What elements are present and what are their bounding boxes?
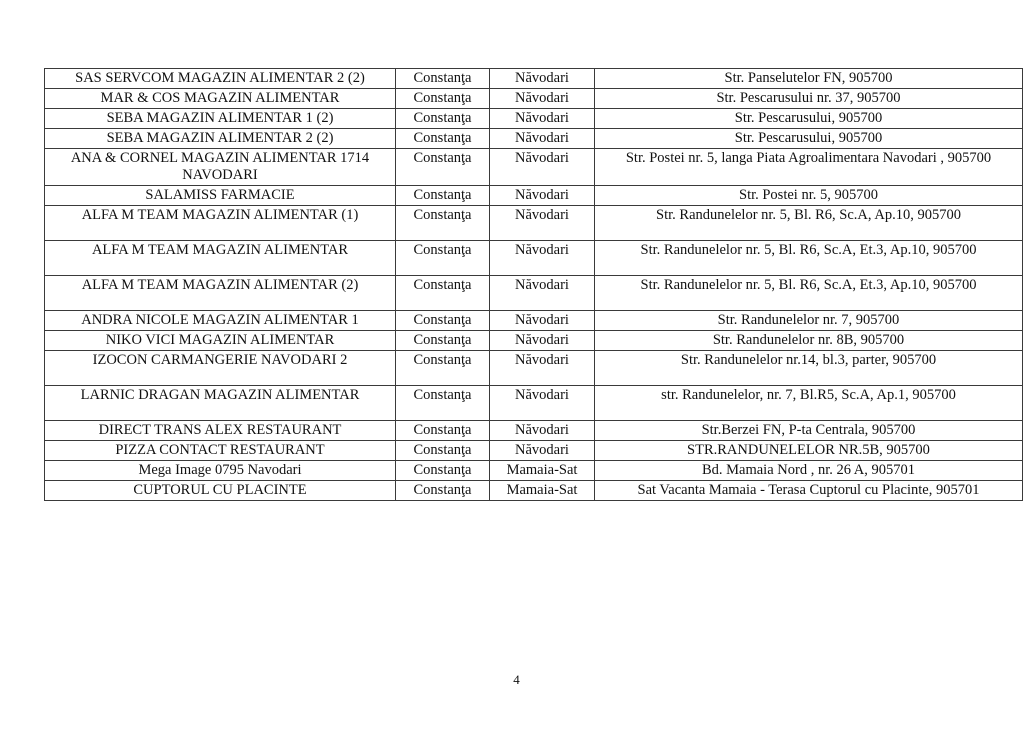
city-cell: Năvodari bbox=[490, 206, 595, 241]
county-cell: Constanţa bbox=[396, 149, 490, 186]
county-cell: Constanţa bbox=[396, 186, 490, 206]
address-cell: Str. Randunelelor nr. 5, Bl. R6, Sc.A, Et.3, Ap.10, 905700 bbox=[595, 276, 1023, 311]
city-cell: Năvodari bbox=[490, 149, 595, 186]
address-cell: Str. Randunelelor nr. 5, Bl. R6, Sc.A, Et.3, Ap.10, 905700 bbox=[595, 241, 1023, 276]
address-cell: Str. Postei nr. 5, langa Piata Agroalimentara Navodari , 905700 bbox=[595, 149, 1023, 186]
city-cell: Mamaia-Sat bbox=[490, 461, 595, 481]
table-row bbox=[45, 481, 1023, 501]
county-cell: Constanţa bbox=[396, 311, 490, 331]
city-cell: Năvodari bbox=[490, 311, 595, 331]
store-name-cell: NIKO VICI MAGAZIN ALIMENTAR bbox=[45, 331, 396, 351]
county-cell: Constanţa bbox=[396, 109, 490, 129]
table-row bbox=[45, 149, 1023, 186]
store-name-cell: MAR & COS MAGAZIN ALIMENTAR bbox=[45, 89, 396, 109]
store-name-cell: CUPTORUL CU PLACINTE bbox=[45, 481, 396, 501]
page-number: 4 bbox=[513, 672, 520, 687]
store-name-cell: LARNIC DRAGAN MAGAZIN ALIMENTAR bbox=[45, 386, 396, 421]
city-cell: Năvodari bbox=[490, 351, 595, 386]
store-name-cell: IZOCON CARMANGERIE NAVODARI 2 bbox=[45, 351, 396, 386]
address-cell: Str. Pescarusului nr. 37, 905700 bbox=[595, 89, 1023, 109]
table-row bbox=[45, 311, 1023, 331]
county-cell: Constanţa bbox=[396, 386, 490, 421]
store-name-cell: DIRECT TRANS ALEX RESTAURANT bbox=[45, 421, 396, 441]
table-row bbox=[45, 351, 1023, 386]
table-row bbox=[45, 276, 1023, 311]
store-name-cell: SAS SERVCOM MAGAZIN ALIMENTAR 2 (2) bbox=[45, 69, 396, 89]
address-cell: Sat Vacanta Mamaia - Terasa Cuptorul cu Placinte, 905701 bbox=[595, 481, 1023, 501]
county-cell: Constanţa bbox=[396, 351, 490, 386]
county-cell: Constanţa bbox=[396, 276, 490, 311]
city-cell: Năvodari bbox=[490, 386, 595, 421]
city-cell: Năvodari bbox=[490, 241, 595, 276]
table-row bbox=[45, 109, 1023, 129]
city-cell: Năvodari bbox=[490, 421, 595, 441]
address-cell: Str.Berzei FN, P-ta Centrala, 905700 bbox=[595, 421, 1023, 441]
county-cell: Constanţa bbox=[396, 89, 490, 109]
table-row bbox=[45, 69, 1023, 89]
store-name-cell: SALAMISS FARMACIE bbox=[45, 186, 396, 206]
city-cell: Mamaia-Sat bbox=[490, 481, 595, 501]
store-name-cell: ALFA M TEAM MAGAZIN ALIMENTAR bbox=[45, 241, 396, 276]
table-row bbox=[45, 206, 1023, 241]
county-cell: Constanţa bbox=[396, 129, 490, 149]
county-cell: Constanţa bbox=[396, 421, 490, 441]
county-cell: Constanţa bbox=[396, 331, 490, 351]
address-cell: Str. Panselutelor FN, 905700 bbox=[595, 69, 1023, 89]
city-cell: Năvodari bbox=[490, 89, 595, 109]
city-cell: Năvodari bbox=[490, 441, 595, 461]
county-cell: Constanţa bbox=[396, 69, 490, 89]
table-row bbox=[45, 386, 1023, 421]
county-cell: Constanţa bbox=[396, 441, 490, 461]
table-row bbox=[45, 89, 1023, 109]
address-cell: Bd. Mamaia Nord , nr. 26 A, 905701 bbox=[595, 461, 1023, 481]
address-cell: Str. Randunelelor nr.14, bl.3, parter, 905700 bbox=[595, 351, 1023, 386]
city-cell: Năvodari bbox=[490, 276, 595, 311]
city-cell: Năvodari bbox=[490, 69, 595, 89]
address-cell: Str. Pescarusului, 905700 bbox=[595, 129, 1023, 149]
city-cell: Năvodari bbox=[490, 331, 595, 351]
city-cell: Năvodari bbox=[490, 186, 595, 206]
county-cell: Constanţa bbox=[396, 461, 490, 481]
city-cell: Năvodari bbox=[490, 129, 595, 149]
store-name-cell: SEBA MAGAZIN ALIMENTAR 2 (2) bbox=[45, 129, 396, 149]
address-cell: Str. Randunelelor nr. 8B, 905700 bbox=[595, 331, 1023, 351]
table-row bbox=[45, 441, 1023, 461]
address-cell: Str. Pescarusului, 905700 bbox=[595, 109, 1023, 129]
address-cell: Str. Postei nr. 5, 905700 bbox=[595, 186, 1023, 206]
store-name-cell: PIZZA CONTACT RESTAURANT bbox=[45, 441, 396, 461]
table-row bbox=[45, 331, 1023, 351]
address-cell: Str. Randunelelor nr. 7, 905700 bbox=[595, 311, 1023, 331]
store-name-cell: ALFA M TEAM MAGAZIN ALIMENTAR (1) bbox=[45, 206, 396, 241]
county-cell: Constanţa bbox=[396, 206, 490, 241]
table-row bbox=[45, 461, 1023, 481]
store-listing-table bbox=[44, 68, 1023, 501]
address-cell: str. Randunelelor, nr. 7, Bl.R5, Sc.A, Ap.1, 905700 bbox=[595, 386, 1023, 421]
table-row bbox=[45, 241, 1023, 276]
county-cell: Constanţa bbox=[396, 481, 490, 501]
city-cell: Năvodari bbox=[490, 109, 595, 129]
county-cell: Constanţa bbox=[396, 241, 490, 276]
address-cell: STR.RANDUNELELOR NR.5B, 905700 bbox=[595, 441, 1023, 461]
address-cell: Str. Randunelelor nr. 5, Bl. R6, Sc.A, Ap.10, 905700 bbox=[595, 206, 1023, 241]
table-row bbox=[45, 129, 1023, 149]
table-row bbox=[45, 421, 1023, 441]
store-name-cell: SEBA MAGAZIN ALIMENTAR 1 (2) bbox=[45, 109, 396, 129]
store-name-cell: ANDRA NICOLE MAGAZIN ALIMENTAR 1 bbox=[45, 311, 396, 331]
store-name-cell: ALFA M TEAM MAGAZIN ALIMENTAR (2) bbox=[45, 276, 396, 311]
store-name-cell: ANA & CORNEL MAGAZIN ALIMENTAR 1714 NAVODARI bbox=[45, 149, 396, 186]
table-row bbox=[45, 186, 1023, 206]
store-name-cell: Mega Image 0795 Navodari bbox=[45, 461, 396, 481]
